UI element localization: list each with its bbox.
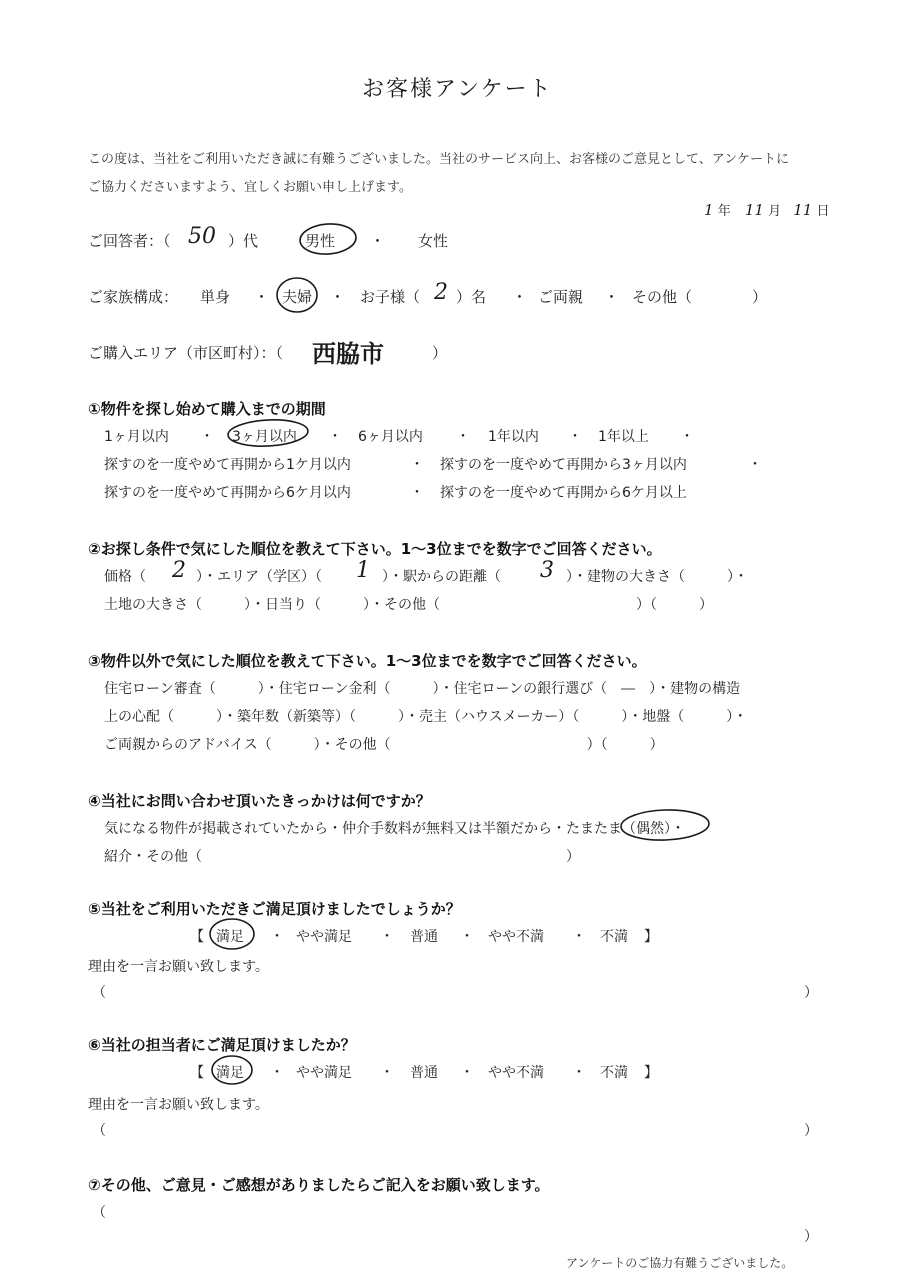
q1-separator: ・	[200, 429, 214, 445]
q4-heading: ④当社にお問い合わせ頂いたきっかけは何ですか？	[88, 792, 431, 810]
q1-separator: ・	[328, 429, 342, 445]
q1-option-3: 6ヶ月以内	[358, 429, 423, 445]
q2-heading: ②お探し条件で気にした順位を教えて下さい。1～3位までを数字でご回答ください。	[88, 540, 662, 558]
q2-row-2: 土地の大きさ（ ）・日当り（ ）・その他（ ）（ ）	[104, 597, 713, 613]
q5-bracket-close: 】	[644, 929, 658, 945]
q6-reason-paren-close: ）	[804, 1123, 818, 1139]
q1-separator: ・	[410, 485, 424, 501]
date-day-unit: 日	[816, 204, 830, 219]
respondent-male-option: 男性	[305, 232, 336, 250]
q5-reason-label: 理由を一言お願い致します。	[88, 959, 269, 975]
family-children-count: 2	[434, 280, 448, 305]
q1-option-9: 探すのを一度やめて再開から6ケ月以上	[440, 485, 687, 501]
q2-area-label: ）・エリア（学区）（	[196, 569, 322, 585]
q6-option-satisfied: 満足	[216, 1065, 244, 1081]
q5-separator: ・	[460, 929, 474, 945]
q1-option-4: 1年以内	[488, 429, 539, 445]
q5-option-unsatisfied: 不満	[600, 929, 628, 945]
date-year-value: 1	[704, 201, 714, 219]
intro-line-1: この度は、当社をご利用いただき誠に有難うございました。当社のサービス向上、お客様のご意見として、アンケートに	[88, 152, 789, 167]
family-separator-2: ・	[330, 288, 346, 306]
q6-reason-paren-open: （	[92, 1123, 106, 1139]
answer-date	[704, 200, 829, 219]
q1-option-5: 1年以上	[598, 429, 649, 445]
footer-thanks: アンケートのご協力有難うございました。	[566, 1256, 794, 1270]
q6-separator: ・	[270, 1065, 284, 1081]
q6-option-neutral: 普通	[410, 1065, 438, 1081]
respondent-age-suffix: ）代	[228, 232, 259, 250]
q1-option-1: 1ヶ月以内	[104, 429, 169, 445]
q6-separator: ・	[572, 1065, 586, 1081]
q1-heading: ①物件を探し始めて購入までの期間	[88, 400, 326, 418]
date-day-value: 11	[793, 201, 813, 219]
family-separator-4: ・	[604, 288, 620, 306]
q2-price-rank: 2	[172, 558, 186, 583]
q5-reason-paren-open: （	[92, 985, 106, 1001]
family-couple-option: 夫婦	[282, 288, 313, 306]
q3-row-2: 上の心配（ ）・築年数（新築等）（ ）・売主（ハウスメーカー）（ ）・地盤（ ）・	[104, 709, 748, 725]
q7-paren-open: （	[92, 1205, 106, 1221]
q4-option-listing: 気になる物件が掲載されていたから・仲介手数料が無料又は半額だから・	[104, 821, 566, 837]
q5-option-satisfied: 満足	[216, 929, 244, 945]
q3-row-1	[104, 678, 740, 698]
family-children-suffix: ）名	[456, 288, 487, 306]
q1-separator: ・	[680, 429, 694, 445]
respondent-age-value: 50	[188, 224, 216, 249]
q3-bank-choice-value: ―	[621, 681, 636, 697]
page-title: お客様アンケート	[362, 77, 553, 102]
q5-separator: ・	[380, 929, 394, 945]
q1-separator: ・	[410, 457, 424, 473]
respondent-separator: ・	[370, 232, 386, 250]
q7-paren-close: ）	[804, 1229, 818, 1245]
q3-row-3: ご両親からのアドバイス（ ）・その他（ ）（ ）	[104, 737, 664, 753]
q6-bracket-open: 【	[190, 1065, 204, 1081]
family-parents-option: ご両親	[538, 288, 584, 306]
q1-option-8: 探すのを一度やめて再開から6ケ月以内	[104, 485, 351, 501]
q3-row-1-end: ）・建物の構造	[649, 681, 741, 697]
q5-option-neutral: 普通	[410, 929, 438, 945]
q2-area-rank: 1	[356, 558, 370, 583]
q5-separator: ・	[572, 929, 586, 945]
q2-station-label: ）・駅からの距離（	[382, 569, 501, 585]
q5-heading: ⑤当社をご利用いただきご満足頂けましたでしょうか？	[88, 900, 461, 918]
q5-reason-paren-close: ）	[804, 985, 818, 1001]
intro-line-2: ご協力くださいますよう、宜しくお願い申し上げます。	[88, 180, 412, 195]
q4-option-chance: たまたま	[566, 821, 622, 837]
q1-option-7: 探すのを一度やめて再開から3ヶ月以内	[440, 457, 687, 473]
q4-option-chance-note: （偶然）・	[622, 821, 685, 837]
area-label: ご購入エリア（市区町村）：（	[88, 344, 284, 362]
q4-row-1	[104, 818, 685, 838]
q4-row-2: 紹介・その他（ ）	[104, 849, 580, 865]
family-separator-3: ・	[512, 288, 528, 306]
q5-separator: ・	[270, 929, 284, 945]
family-other-option: その他（ ）	[632, 288, 768, 306]
q1-separator: ・	[568, 429, 582, 445]
q7-heading: ⑦その他、ご意見・ご感想がありましたらご記入をお願い致します。	[88, 1176, 550, 1194]
q1-option-6: 探すのを一度やめて再開から1ケ月以内	[104, 457, 351, 473]
date-month-unit: 月	[768, 204, 782, 219]
respondent-female-option: 女性	[418, 232, 449, 250]
q6-option-somewhat-unsatisfied: やや不満	[488, 1065, 544, 1081]
q5-option-somewhat-satisfied: やや満足	[296, 929, 352, 945]
q6-option-somewhat-satisfied: やや満足	[296, 1065, 352, 1081]
family-single-option: 単身	[200, 288, 231, 306]
date-month-value: 11	[744, 201, 764, 219]
q6-bracket-close: 】	[644, 1065, 658, 1081]
q3-heading: ③物件以外で気にした順位を教えて下さい。1～3位までを数字でご回答ください。	[88, 652, 647, 670]
q6-separator: ・	[380, 1065, 394, 1081]
area-close: ）	[432, 344, 448, 362]
q2-price-label: 価格（	[104, 569, 146, 585]
q6-separator: ・	[460, 1065, 474, 1081]
q1-separator: ・	[748, 457, 762, 473]
q6-heading: ⑥当社の担当者にご満足頂けましたか？	[88, 1036, 356, 1054]
area-value: 西脇市	[312, 339, 384, 368]
family-separator-1: ・	[254, 288, 270, 306]
family-children-label: お子様（	[360, 288, 421, 306]
q5-option-somewhat-unsatisfied: やや不満	[488, 929, 544, 945]
q6-option-unsatisfied: 不満	[600, 1065, 628, 1081]
q2-station-rank: 3	[540, 558, 554, 583]
q2-building-label: ）・建物の大きさ（ ）・	[566, 569, 748, 585]
family-label: ご家族構成：	[88, 288, 179, 306]
respondent-label: ご回答者：（	[88, 232, 171, 250]
q1-separator: ・	[456, 429, 470, 445]
q5-bracket-open: 【	[190, 929, 204, 945]
date-year-unit: 年	[717, 204, 731, 219]
q1-option-2: 3ヶ月以内	[232, 429, 297, 445]
q6-reason-label: 理由を一言お願い致します。	[88, 1097, 269, 1113]
q3-row-1-text: 住宅ローン審査（ ）・住宅ローン金利（ ）・住宅ローンの銀行選び（	[104, 681, 608, 697]
